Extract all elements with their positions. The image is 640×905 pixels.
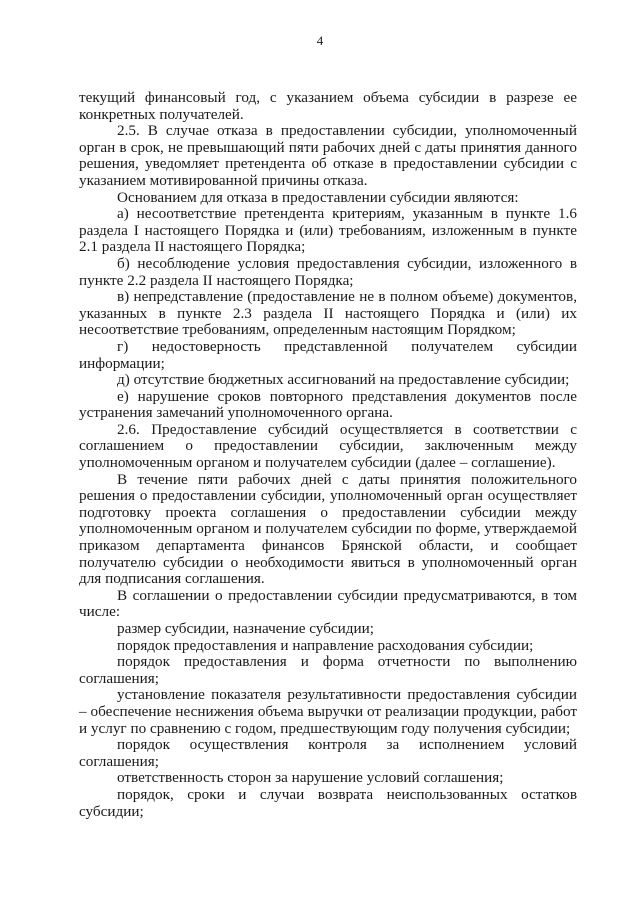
agreement-term-spending: порядок предоставления и направление расходования субсидии; [117,636,534,654]
list-item-g: г) недостоверность представленной получателем субсидии информации; [79,337,577,372]
paragraph-agreement-contents-intro: В соглашении о предоставлении субсидии предусматриваются, в том числе: [79,586,577,621]
agreement-term-control: порядок осуществления контроля за исполнением условий соглашения; [79,736,577,770]
paragraph-agreement-preparation: В течение пяти рабочих дней с даты принятия положительного решения о предоставлении субсидии, уполномоченный орган осуществляет подготовку проекта соглашения о предоставлении субсидии между уполномоченным органом и получателем субсидии по форме, утверждаемой приказом департамента финансов Брянской области, и сообщает получателю субсидии о необходимости явиться в уполномоченный орган для подписания соглашения. [79,470,577,588]
page-number: 4 [316,33,324,48]
agreement-term-refund: порядок, сроки и случаи возврата неиспользованных остатков субсидии; [79,785,577,820]
paragraph-2-5-refusal-notice: 2.5. В случае отказа в предоставлении субсидии, уполномоченный орган в срок, не превышающий пяти рабочих дней с даты принятия данного решения, уведомляет претендента об отказе в предоставлении субсидии с указанием мотивированной причины отказа. [79,122,577,189]
agreement-term-liability: ответственность сторон за нарушение условий соглашения; [117,769,504,787]
document-body [79,90,577,820]
list-item-d: д) отсутствие бюджетных ассигнований на предоставление субсидии; [117,371,570,389]
paragraph-2-6-agreement: 2.6. Предоставление субсидий осуществляется в соответствии с соглашением о предоставлении субсидии, заключенным между уполномоченным органом и получателем субсидии (далее – соглашение). [79,420,577,472]
agreement-term-performance-indicator: установление показателя результативности предоставления субсидии – обеспечение неснижения объема выручки от реализации продукции, работ и услуг по сравнению с годом, предшествующим году получения субсидии; [79,686,577,737]
list-item-e: е) нарушение сроков повторного представления документов после устранения замечаний уполномоченного органа. [79,387,577,422]
paragraph-budget-year-continuation: текущий финансовый год, с указанием объема субсидии в разрезе ее конкретных получателей. [79,89,577,123]
paragraph-refusal-grounds-intro: Основанием для отказа в предоставлении субсидии являются: [117,188,519,206]
list-item-v: в) непредставление (предоставление не в полном объеме) документов, указанных в пункте 2.3 раздела II настоящего Порядка и (или) их несоответствие требованиям, определенным настоящим Порядком; [79,288,577,339]
agreement-term-reporting: порядок предоставления и форма отчетности по выполнению соглашения; [79,653,577,687]
list-item-b: б) несоблюдение условия предоставления субсидии, изложенного в пункте 2.2 раздела II настоящего Порядка; [79,254,577,289]
list-item-a: а) несоответствие претендента критериям, указанным в пункте 1.6 раздела I настоящего Порядка и (или) требованиям, изложенным в пункте 2.1 раздела II настоящего Порядка; [79,205,577,256]
agreement-term-amount: размер субсидии, назначение субсидии; [117,620,374,637]
